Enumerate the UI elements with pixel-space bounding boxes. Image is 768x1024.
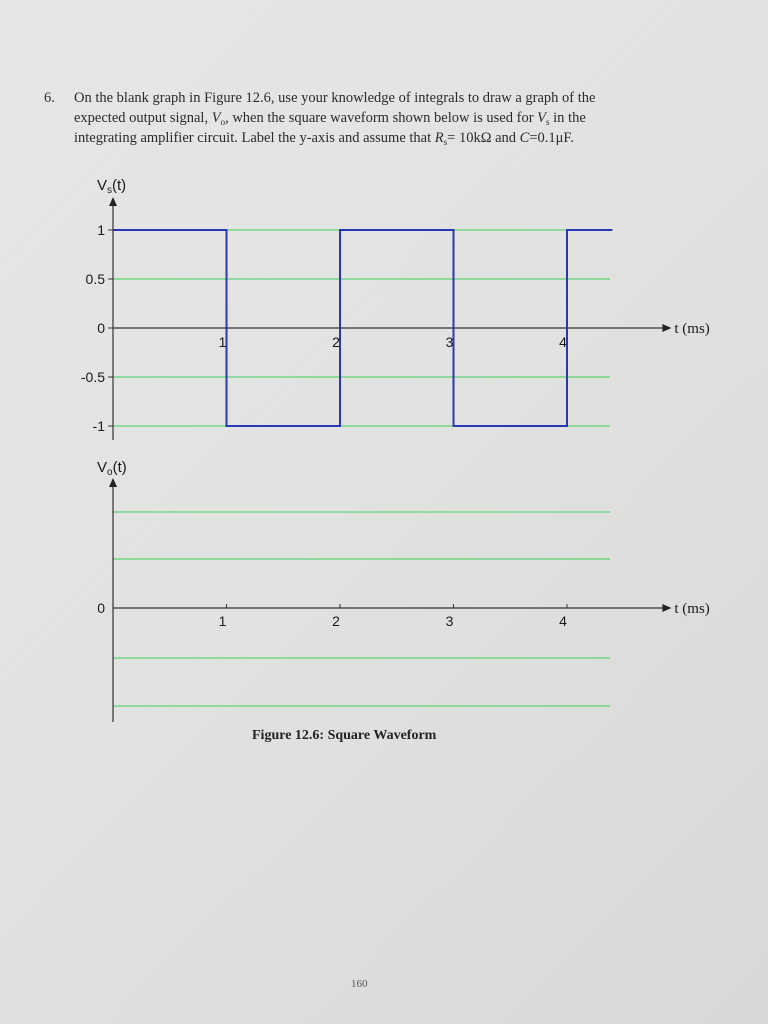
chart1-y-axis-arrow-icon bbox=[109, 197, 117, 206]
question-text-2b: , when the square waveform shown below is used for bbox=[225, 110, 538, 126]
chart1-x-tick-label: 1 bbox=[218, 334, 227, 350]
question-text-3b: = 10kΩ and bbox=[447, 130, 520, 146]
chart1-y-axis-label: $V_s(t)$ bbox=[97, 177, 127, 196]
chart2-y-axis-arrow-icon bbox=[109, 478, 117, 487]
chart1-x-axis-arrow-icon bbox=[662, 324, 671, 332]
chart1-y-tick-label: 0.5 bbox=[85, 271, 105, 287]
question-text-2a: expected output signal, bbox=[74, 110, 212, 126]
question-text-3a: integrating amplifier circuit. Label the y-axis and assume that bbox=[74, 130, 435, 146]
chart1-x-tick-label: 4 bbox=[559, 334, 567, 350]
rs-subscript: s bbox=[443, 137, 448, 147]
question-text-3d: =0.1μF. bbox=[529, 130, 574, 146]
chart2-y-tick-label: 0 bbox=[97, 600, 105, 616]
chart2-x-tick-label: 1 bbox=[218, 613, 227, 629]
chart1-y-tick-label: -0.5 bbox=[80, 369, 105, 385]
page-number: 160 bbox=[351, 978, 368, 990]
chart1-y-tick-label: 0 bbox=[97, 320, 105, 336]
chart2-x-axis-arrow-icon bbox=[662, 604, 671, 612]
chart2-x-tick-label: 4 bbox=[559, 613, 567, 629]
vs-symbol: V bbox=[537, 110, 547, 126]
vo-symbol: V bbox=[211, 110, 221, 126]
chart2-x-tick-label: 3 bbox=[445, 613, 454, 629]
chart2-y-axis-label: $V_o(t)$ bbox=[97, 459, 127, 478]
vs-subscript: s bbox=[546, 117, 550, 127]
chart1-x-tick-label: 3 bbox=[445, 334, 454, 350]
question-text-1: On the blank graph in Figure 12.6, use your knowledge of integrals to draw a graph of the bbox=[74, 90, 596, 106]
c-symbol: C bbox=[519, 130, 530, 146]
chart2-x-tick-label: 2 bbox=[332, 613, 340, 629]
figure-caption: Figure 12.6: Square Waveform bbox=[252, 728, 437, 743]
chart2-x-axis-label: t (ms) bbox=[674, 601, 710, 617]
chart1-y-tick-label: 1 bbox=[97, 222, 105, 238]
vo-subscript: o bbox=[220, 117, 226, 127]
question-number: 6. bbox=[44, 90, 55, 106]
rs-symbol: R bbox=[434, 130, 444, 146]
chart1-y-tick-label: -1 bbox=[92, 418, 105, 434]
chart1-x-axis-label: t (ms) bbox=[674, 321, 710, 337]
chart1-x-tick-label: 2 bbox=[332, 334, 340, 350]
question-text-2c: in the bbox=[549, 110, 586, 126]
